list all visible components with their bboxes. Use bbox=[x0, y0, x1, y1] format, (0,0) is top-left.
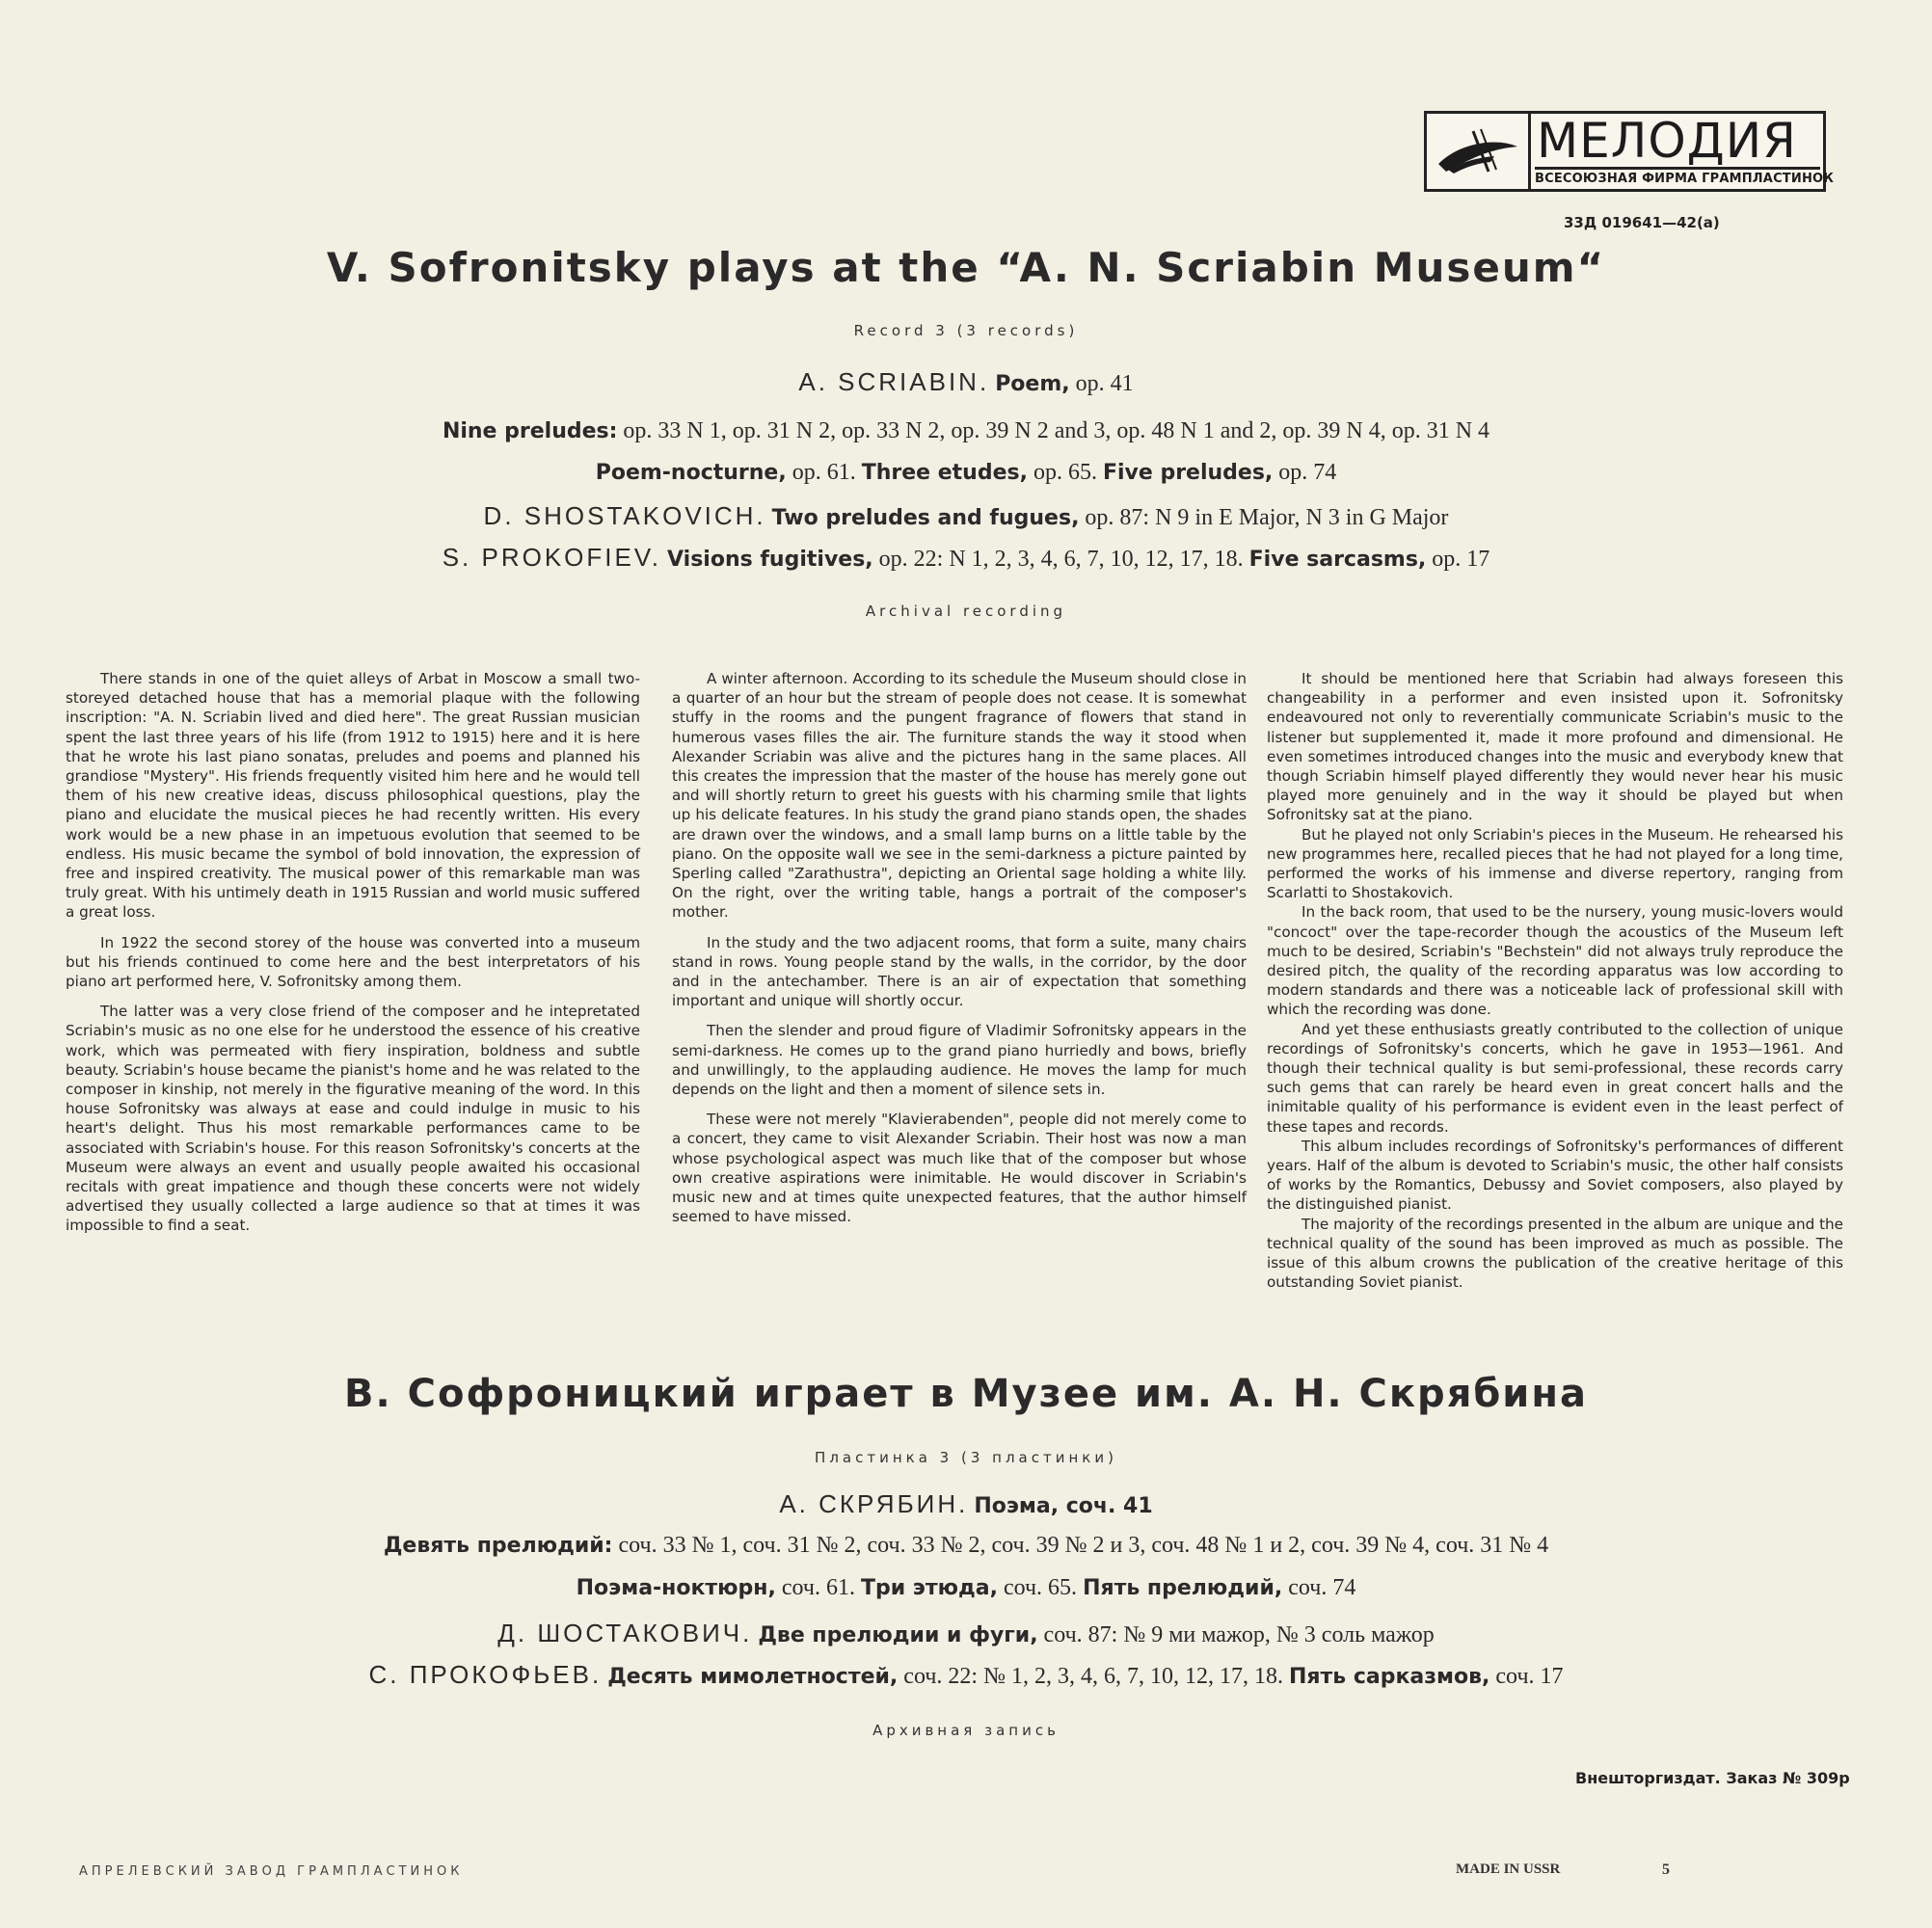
russian-programme-line bbox=[0, 1660, 1932, 1690]
catalog-number: 33Д 019641—42(а) bbox=[1564, 214, 1720, 231]
factory-name: АПРЕЛЕВСКИЙ ЗАВОД ГРАМПЛАСТИНОК bbox=[79, 1864, 464, 1879]
work-title: Пять прелюдий, bbox=[1083, 1576, 1283, 1600]
paragraph: These were not merely "Klavierabenden", people did not merely come to a concert, they came to visit Alexander Scriabin. Their host was now a man whose psychological aspect was much like that of the composer but whose own creative aspirations were inimitable. He would discover in Scriabin's music new and at times quite unexpected features, that the author himself seemed to have missed. bbox=[672, 1111, 1247, 1226]
work-title: Девять прелюдий: bbox=[383, 1534, 613, 1558]
work-title: Two preludes and fugues, bbox=[771, 506, 1080, 530]
composer-name: А. СКРЯБИН. bbox=[779, 1489, 969, 1518]
work-detail: соч. 65. bbox=[997, 1575, 1084, 1600]
composer-name: С. ПРОКОФЬЕВ. bbox=[368, 1660, 603, 1689]
english-programme-line bbox=[0, 418, 1932, 444]
article-column-2 bbox=[672, 669, 1247, 1237]
work-title: Poem, bbox=[995, 372, 1070, 396]
melodiya-logo bbox=[1424, 111, 1835, 192]
work-title: Десять мимолетностей, bbox=[607, 1665, 899, 1689]
russian-archival-note: Архивная запись bbox=[872, 1722, 1060, 1739]
composer-name: D. SHOSTAKOVICH. bbox=[483, 501, 766, 530]
paragraph: In the back room, that used to be the nursery, young music-lovers would "concoct" over the tape-recorder though the acoustics of the Museum left much to be desired, Scriabin's "Bechstein" did not always truly reproduce the desired pitch, the quality of the recording apparatus was low according to modern standards and there was a noticeable lack of professional skill with which the recording was done. bbox=[1267, 903, 1843, 1019]
paragraph: But he played not only Scriabin's pieces in the Museum. He rehearsed his new programmes here, recalled pieces that he had not played for a long time, performed the works of his immense and diverse repertory, ranging from Scarlatti to Shostakovich. bbox=[1267, 825, 1843, 902]
english-title: V. Sofronitsky plays at the “A. N. Scriabin Museum“ bbox=[326, 244, 1606, 291]
paragraph: This album includes recordings of Sofronitsky's performances of different years. Half of the album is devoted to Scriabin's music, the other half consists of works by the Romantics, Debussy and Soviet composers, also played by the distinguished pianist. bbox=[1267, 1137, 1843, 1214]
english-programme-line bbox=[0, 367, 1932, 397]
work-title: Poem-nocturne, bbox=[595, 461, 787, 485]
paragraph: In 1922 the second storey of the house was converted into a museum but his friends continued to come here and the best interpretators of his piano art performed here, V. Sofronitsky among them. bbox=[66, 933, 640, 991]
logo-subtitle: ВСЕСОЮЗНАЯ ФИРМА ГРАМПЛАСТИНОК bbox=[1535, 167, 1820, 186]
work-title: Five preludes, bbox=[1102, 461, 1274, 485]
work-title: Three etudes, bbox=[861, 461, 1028, 485]
english-record-note: Record 3 (3 records) bbox=[853, 322, 1079, 339]
paragraph: In the study and the two adjacent rooms, that form a suite, many chairs stand in rows. Young people stand by the walls, in the corridor, by the door and in the antechamber. There is an air of expectation that something important and unique will shortly occur. bbox=[672, 933, 1247, 1010]
russian-programme-line bbox=[0, 1619, 1932, 1648]
work-detail: соч. 22: № 1, 2, 3, 4, 6, 7, 10, 12, 17, 18. bbox=[898, 1664, 1289, 1689]
paragraph: A winter afternoon. According to its schedule the Museum should close in a quarter of an hour but the stream of people does not cease. It is somewhat stuffy in the rooms and the pungent fragrance of flowers that stand in humerous vases filles the air. The furniture stands the way it stood when Alexander Scriabin was alive and the pictures hang in the same places. All this creates the impression that the master of the house has merely gone out and will shortly return to greet his guests with his charming smile that lights up his delicate features. In his study the grand piano stands open, the shades are drawn over the windows, and a small lamp burns on a little table by the piano. On the opposite wall we see in the semi-darkness a picture painted by Sperling called "Zarathustra", depicting an Oriental sage holding a white lily. On the right, over the writing table, hangs a portrait of the composer's mother. bbox=[672, 670, 1247, 922]
work-title: Five sarcasms, bbox=[1248, 548, 1427, 572]
order-number: Внешторгиздат. Заказ № 309р bbox=[1575, 1769, 1850, 1787]
work-detail: op. 41 bbox=[1069, 371, 1134, 396]
composer-name: S. PROKOFIEV. bbox=[442, 543, 662, 572]
work-detail: соч. 87: № 9 ми мажор, № 3 соль мажор bbox=[1037, 1622, 1435, 1647]
russian-programme-line bbox=[0, 1533, 1932, 1559]
composer-name: Д. ШОСТАКОВИЧ. bbox=[497, 1619, 753, 1647]
work-detail: соч. 17 bbox=[1489, 1664, 1564, 1689]
work-title: Поэма, соч. 41 bbox=[974, 1494, 1153, 1518]
russian-programme-line bbox=[0, 1489, 1932, 1519]
russian-programme-line bbox=[0, 1575, 1932, 1601]
work-title: Поэма-ноктюрн, bbox=[576, 1576, 776, 1600]
logo-wordmark: МЕЛОДИЯ bbox=[1537, 113, 1797, 169]
melodiya-emblem-icon bbox=[1427, 114, 1531, 189]
paragraph: The majority of the recordings presented in the album are unique and the technical quality of the sound has been improved as much as possible. The issue of this album crowns the publication of the creative heritage of this outstanding Soviet pianist. bbox=[1267, 1215, 1843, 1292]
page-number: 5 bbox=[1662, 1861, 1670, 1878]
work-detail: op. 65. bbox=[1027, 460, 1103, 485]
paragraph: And yet these enthusiasts greatly contributed to the collection of unique recordings of Sofronitsky's concerts, which he gave in 1953—1961. And though their technical quality is but semi-professional, these records carry such gems that can rarely be heard even in great concert halls and the inimitable quality of his performance is evident even in the least perfect of these tapes and records. bbox=[1267, 1020, 1843, 1136]
english-programme-line bbox=[0, 460, 1932, 486]
work-detail: op. 61. bbox=[786, 460, 862, 485]
work-detail: соч. 74 bbox=[1282, 1575, 1356, 1600]
work-detail: op. 22: N 1, 2, 3, 4, 6, 7, 10, 12, 17, 18. bbox=[872, 547, 1249, 572]
russian-record-note: Пластинка 3 (3 пластинки) bbox=[815, 1449, 1117, 1466]
work-detail: op. 17 bbox=[1426, 547, 1490, 572]
paragraph: The latter was a very close friend of the composer and he intepretated Scriabin's music as no one else for he understood the essence of his creative work, which was permeated with fiery inspiration, boldness and subtle beauty. Scriabin's house became the pianist's home and he was related to the composer in kinship, not merely in the figurative meaning of the word. In this house Sofronitsky was always at ease and could indulge in music to his heart's delight. Thus his most remarkable performances came to be associated with Scriabin's house. For this reason Sofronitsky's concerts at the Museum were always an event and usually people awaited his occasional recitals with great impatience and though these concerts were not widely advertised they usually collected a large audience so that at times it was impossible to find a seat. bbox=[66, 1003, 640, 1235]
russian-title: В. Софроницкий играет в Музее им. А. Н. Скрябина bbox=[344, 1372, 1588, 1416]
work-detail: op. 33 N 1, op. 31 N 2, op. 33 N 2, op. 39 N 2 and 3, op. 48 N 1 and 2, op. 39 N 4, op. 31 N 4 bbox=[617, 418, 1490, 443]
work-detail: op. 74 bbox=[1273, 460, 1337, 485]
article-column-3 bbox=[1267, 669, 1843, 1293]
work-title: Две прелюдии и фуги, bbox=[758, 1623, 1038, 1647]
english-archival-note: Archival recording bbox=[865, 602, 1067, 620]
paragraph: It should be mentioned here that Scriabin had always foreseen this changeability in a performer and even insisted upon it. Sofronitsky endeavoured not only to reverentially communicate Scriabin's music to the listener but supplemented it, made it more profound and dimensional. He even sometimes introduced changes into the music and everybody knew that though Scriabin himself played differently they would never hear his music played more genuinely and in the way it should be played but when Sofronitsky sat at the piano. bbox=[1267, 670, 1843, 824]
work-detail: соч. 61. bbox=[775, 1575, 861, 1600]
english-programme-line bbox=[0, 501, 1932, 531]
work-title: Nine preludes: bbox=[442, 419, 618, 443]
made-in-ussr: MADE IN USSR bbox=[1456, 1861, 1561, 1877]
work-title: Три этюда, bbox=[860, 1576, 998, 1600]
work-title: Пять сарказмов, bbox=[1288, 1665, 1490, 1689]
paragraph: There stands in one of the quiet alleys of Arbat in Moscow a small two-storeyed detached house that has a memorial plaque with the following inscription: "A. N. Scriabin lived and died here". The great Russian musician spent the last three years of his life (from 1912 to 1915) here and it is here that he wrote his last piano sonatas, preludes and poems and planned his grandiose "Mystery". His friends frequently visited him here and he would tell them of his new creative ideas, discuss philosophical questions, play the piano and elucidate the musical pieces he had recently written. His every work would be a new phase in an impetuous evolution that seemed to be endless. His music became the symbol of bold innovation, the expression of free and inspired creativity. The musical power of this remarkable man was truly great. With his untimely death in 1915 Russian and world music suffered a great loss. bbox=[66, 670, 640, 922]
composer-name: A. SCRIABIN. bbox=[798, 367, 990, 396]
work-detail: op. 87: N 9 in E Major, N 3 in G Major bbox=[1079, 505, 1449, 530]
work-title: Visions fugitives, bbox=[667, 548, 873, 572]
english-programme-line bbox=[0, 543, 1932, 573]
work-detail: соч. 33 № 1, соч. 31 № 2, соч. 33 № 2, соч. 39 № 2 и 3, соч. 48 № 1 и 2, соч. 39 № 4, соч. 31 № 4 bbox=[612, 1533, 1549, 1558]
article-column-1 bbox=[66, 669, 640, 1246]
paragraph: Then the slender and proud figure of Vladimir Sofronitsky appears in the semi-darkness. He comes up to the grand piano hurriedly and bows, briefly and unwillingly, to the applauding audience. He moves the lamp for much depends on the light and then a moment of silence sets in. bbox=[672, 1022, 1247, 1099]
